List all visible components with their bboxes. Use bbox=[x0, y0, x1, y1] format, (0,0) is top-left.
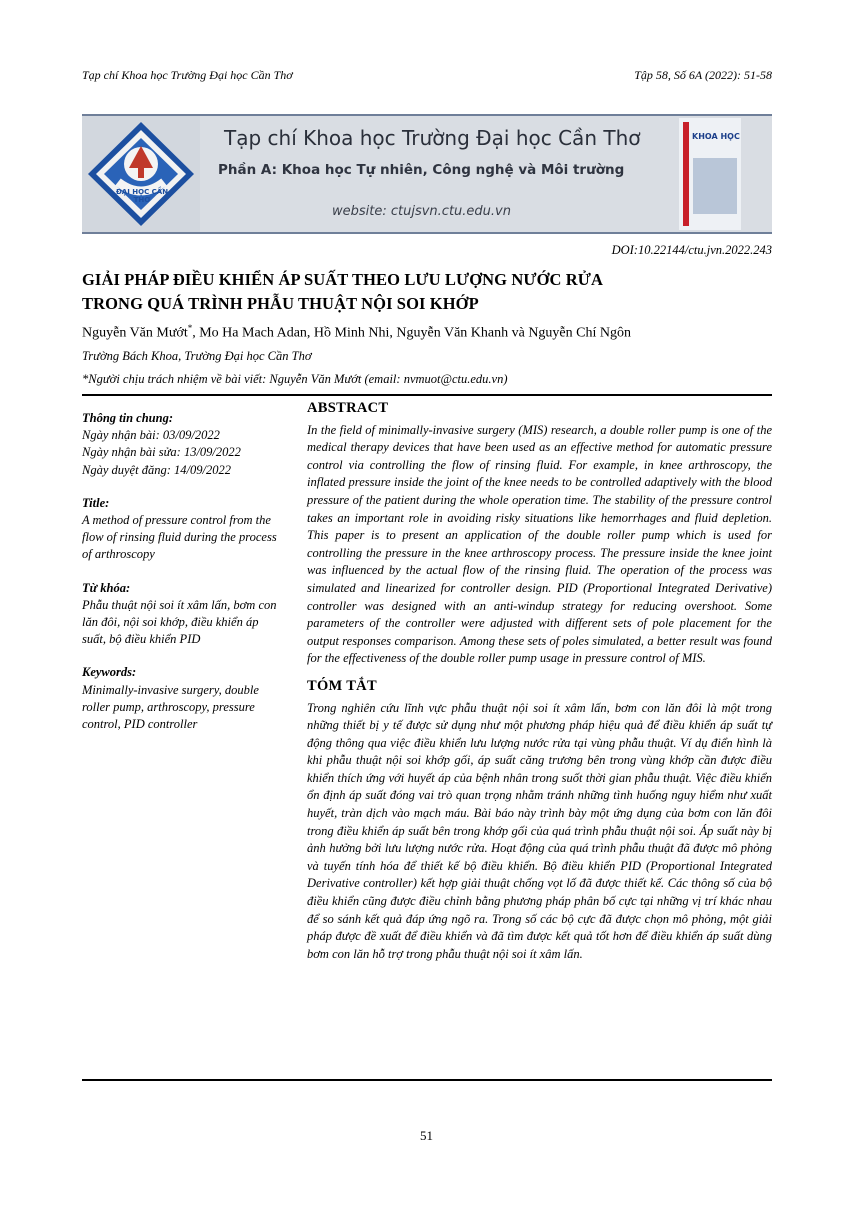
english-title-heading: Title: bbox=[82, 495, 110, 510]
page-number: 51 bbox=[420, 1128, 433, 1143]
divider-bottom bbox=[82, 1079, 772, 1081]
keywords-vi-section bbox=[82, 580, 280, 649]
article-title bbox=[82, 268, 772, 316]
other-authors: , Mo Ha Mach Adan, Hồ Minh Nhi, Nguyễn Văn Khanh và Nguyễn Chí Ngôn bbox=[192, 325, 631, 341]
keywords-vi-heading: Từ khóa: bbox=[82, 580, 131, 595]
abstract-heading: ABSTRACT bbox=[307, 400, 389, 416]
article-title-line-1: GIẢI PHÁP ĐIỀU KHIỂN ÁP SUẤT THEO LƯU LƯỢNG NƯỚC RỬA bbox=[82, 270, 604, 289]
first-author: Nguyễn Văn Mướt bbox=[82, 325, 188, 341]
cover-label: KHOA HỌC bbox=[692, 132, 740, 141]
university-logo-icon bbox=[82, 116, 200, 232]
abstract-column bbox=[307, 400, 772, 963]
affiliation: Trường Bách Khoa, Trường Đại học Cần Thơ bbox=[82, 349, 312, 363]
english-title-section bbox=[82, 495, 280, 564]
info-section bbox=[82, 410, 280, 479]
journal-title: Tạp chí Khoa học Trường Đại học Cần Thơ bbox=[224, 126, 641, 150]
abstract-text: In the field of minimally-invasive surgery (MIS) research, a double roller pump is one of the medical therapy devices that have been used as an effective method for automatic pressure control via controlling the flow of rinsing fluid. For example, in knee arthroscopy, the inflated pressure inside the joint of the knee needs to be controlled adaptively with the blood pressure of the patient during the whole operation time. The stability of the pressure control takes an important role in avoiding risky situations like hemorrhages and fluid depletion. This paper is to present an application of the double roller pump which is used for controlling the pressure in the knee arthroscopy process. The pressure inside the knee joint was influenced by the actual flow of the rinsing fluid. The operation of the process was simulated and linearized for controller design. PID (Proportional Integrated Derivative) controller was designed with an anti-windup strategy for reducing overshoot. Some parameters of the controller were adjusted with different sets of pole placement for the output responses comparison. Among these sets of poles simulated, a better result was found for the effectiveness of the double roller pump usage in pressure control of MIS. bbox=[307, 422, 772, 666]
english-title-text: A method of pressure control from the flow of rinsing fluid during the process of arthroscopy bbox=[82, 513, 277, 562]
accepted-date: Ngày duyệt đăng: 14/09/2022 bbox=[82, 462, 231, 477]
info-heading: Thông tin chung: bbox=[82, 411, 174, 425]
revised-date: Ngày nhận bài sửa: 13/09/2022 bbox=[82, 445, 241, 460]
journal-cover-thumbnail bbox=[679, 118, 741, 230]
doi[interactable]: DOI:10.22144/ctu.jvn.2022.243 bbox=[611, 243, 772, 257]
keywords-en-heading: Keywords: bbox=[82, 665, 137, 680]
journal-subtitle: Phần A: Khoa học Tự nhiên, Công nghệ và Môi trường bbox=[218, 162, 625, 178]
logo-text: ĐẠI HỌC CẦN THƠ bbox=[115, 188, 169, 204]
university-logo bbox=[82, 116, 200, 232]
divider-top bbox=[82, 394, 772, 396]
journal-website[interactable]: website: ctujsvn.ctu.edu.vn bbox=[332, 204, 511, 219]
journal-banner bbox=[82, 114, 772, 234]
keywords-en-section bbox=[82, 664, 280, 733]
running-header-right: Tập 58, Số 6A (2022): 51-58 bbox=[634, 68, 772, 82]
corresponding-mark: * bbox=[187, 323, 193, 333]
author-list bbox=[82, 323, 631, 342]
corresponding-author: *Người chịu trách nhiệm về bài viết: Nguyễn Văn Mướt (email: nvmuot@ctu.edu.vn) bbox=[82, 372, 508, 386]
tomtat-text: Trong nghiên cứu lĩnh vực phẫu thuật nội soi ít xâm lấn, bơm con lăn đôi là một trong những thiết bị y tế được sử dụng như một phương pháp hiệu quả để điều khiển áp suất tự động thông qua việc điều khiển lưu lượng nước rửa tại vùng phẫu thuật. Ví dụ điển hình là khi phẫu thuật nội soi khớp gối, áp suất căng trương bên trong vùng khớp cần được điều khiển thích ứng với huyết áp của bệnh nhân trong suốt thời gian phẫu thuật. Việc điều khiển ổn định áp suất đóng vai trò quan trọng nhằm tránh những tình huống nguy hiểm như xuất huyết, tràn dịch vào mạch máu. Bài báo này trình bày một ứng dụng của bơm con lăn đôi trong điều khiển áp suất bên trong khớp gối của quá trình phẫu thuật nội soi. Áp suất này bị ảnh hưởng bởi lưu lượng nước rửa. Hoạt động của quá trình phẫu thuật đã được mô phỏng và tuyến tính hóa để thiết kế bộ điều khiển. Bộ điều khiển PID (Proportional Integrated Derivative controller) kết hợp giải thuật chống vọt lố đã được thiết kế. Các thông số của bộ điều khiển cũng được điều chỉnh bằng phương pháp phân bố cực tại những vị trí khác nhau để so sánh kết quả đáp ứng ngõ ra. Trong số các bộ cực đã được chọn mô phỏng, một giải pháp được đề xuất để điều khiển và đã tìm được kết quả tốt hơn để điều khiển áp suất dùng bơm con lăn hỗ trợ trong phẫu thuật nội soi ít xâm lấn. bbox=[307, 700, 772, 961]
received-date: Ngày nhận bài: 03/09/2022 bbox=[82, 428, 220, 443]
tomtat-heading: TÓM TẮT bbox=[307, 677, 377, 694]
running-header-left: Tạp chí Khoa học Trường Đại học Cần Thơ bbox=[82, 68, 293, 82]
article-info-column bbox=[82, 410, 280, 749]
article-title-line-2: TRONG QUÁ TRÌNH PHẪU THUẬT NỘI SOI KHỚP bbox=[82, 294, 479, 313]
keywords-en-text: Minimally-invasive surgery, double roller pump, arthroscopy, pressure control, PID controller bbox=[82, 682, 259, 732]
keywords-vi-text: Phẫu thuật nội soi ít xâm lấn, bơm con lăn đôi, nội soi khớp, điều khiển áp suất, bộ điều khiển PID bbox=[82, 597, 277, 647]
